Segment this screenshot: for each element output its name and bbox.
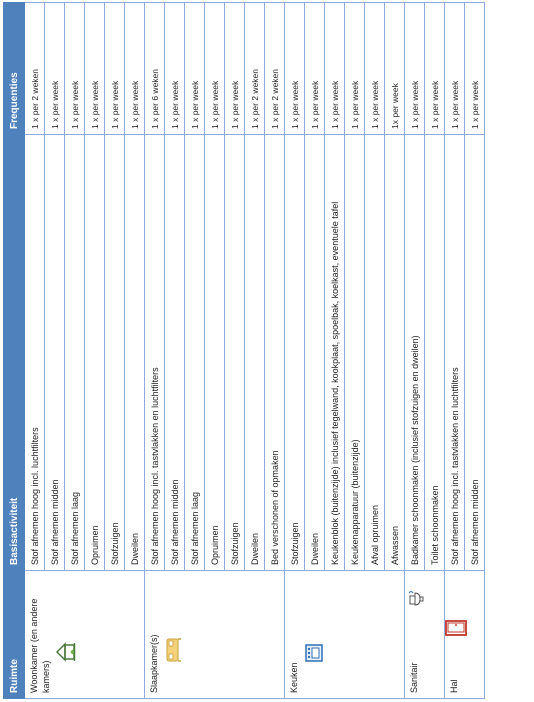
activity-cell: Keukenblok (buitenzijde) inclusief tegelwand, kookplaat, spoelbak, koelkast, eventuele tafel [325,135,345,571]
room-cell [145,571,285,699]
table-body [25,3,485,699]
activity-cell: Dweilen [245,135,265,571]
frequency-cell: 1 x per 2 weken [265,3,285,135]
room-name: Woonkamer (en andere kamers) [29,598,51,693]
activity-cell: Stof afnemen midden [45,135,65,571]
frequency-cell: 1 x per week [325,3,345,135]
frequency-cell: 1 x per week [165,3,185,135]
activity-cell: Badkamer schoonmaken (inclusief stofzuigen en dweilen) [405,135,425,571]
table-row [25,3,45,699]
frequency-cell: 1 x per week [405,3,425,135]
activity-cell: Stof afnemen hoog incl. tastvlakken en luchtfilters [145,135,165,571]
fireplace-icon [56,576,79,693]
frequency-cell: 1 x per week [425,3,445,135]
room-name: Hal [449,679,459,693]
room-name: Sanitair [409,662,419,693]
frequency-cell: 1 x per week [45,3,65,135]
activity-cell: Stof afnemen midden [165,135,185,571]
activity-cell: Opruimen [85,135,105,571]
activity-cell: Bed verschonen of opmaken [265,135,285,571]
bed-icon [164,576,185,693]
frequency-cell: 1 x per week [65,3,85,135]
frequency-cell: 1 x per week [185,3,205,135]
table-row [285,3,305,699]
cleaning-schedule-table [3,2,485,699]
frequency-cell: 1 x per week [205,3,225,135]
room-cell [405,571,445,699]
table-row [405,3,425,699]
frequency-cell: 1 x per week [365,3,385,135]
room-cell [445,571,485,699]
header-room: Ruimte [4,571,25,699]
frequency-cell: 1 x per week [445,3,465,135]
frequency-cell: 1 x per 2 weken [25,3,45,135]
frequency-cell: 1 x per week [105,3,125,135]
activity-cell: Keukenapparatuur (buitenzijde) [345,135,365,571]
frequency-cell: 1 x per week [285,3,305,135]
room-cell [285,571,405,699]
activity-cell: Stofzuigen [105,135,125,571]
room-name: Keuken [289,662,299,693]
activity-cell: Stof afnemen hoog incl. luchtfilters [25,135,45,571]
room-cell [25,571,145,699]
activity-cell: Stof afnemen midden [465,135,485,571]
activity-cell: Afval opruimen [365,135,385,571]
frequency-cell: 1 x per week [305,3,325,135]
table-row [445,3,465,699]
activity-cell: Dweilen [125,135,145,571]
frequency-cell: 1 x per week [85,3,105,135]
activity-cell: Stof afnemen hoog incl. tastvlakken en luchtfilters [445,135,465,571]
activity-cell: Toilet schoonmaken [425,135,445,571]
header-frequency: Frequenties [4,3,25,135]
frequency-cell: 1 x per week [465,3,485,135]
activity-cell: Stofzuigen [225,135,245,571]
activity-cell: Stof afnemen laag [65,135,85,571]
frequency-cell: 1x per week [385,3,405,135]
activity-cell: Stofzuigen [285,135,305,571]
stove-icon [304,576,327,693]
activity-cell: Dweilen [305,135,325,571]
frequency-cell: 1 x per week [225,3,245,135]
frequency-cell: 1 x per week [125,3,145,135]
frequency-cell: 1 x per week [345,3,365,135]
activity-cell: Opruimen [205,135,225,571]
door-icon [444,576,471,693]
activity-cell: Stof afnemen laag [185,135,205,571]
activity-cell: Afwassen [385,135,405,571]
room-name: Slaapkamer(s) [149,634,159,693]
frequency-cell: 1 x per 6 weken [145,3,165,135]
header-activity: Basisactiviteit [4,135,25,571]
frequency-cell: 1 x per 2 weken [245,3,265,135]
table-header-row [4,3,25,699]
table-row [145,3,165,699]
